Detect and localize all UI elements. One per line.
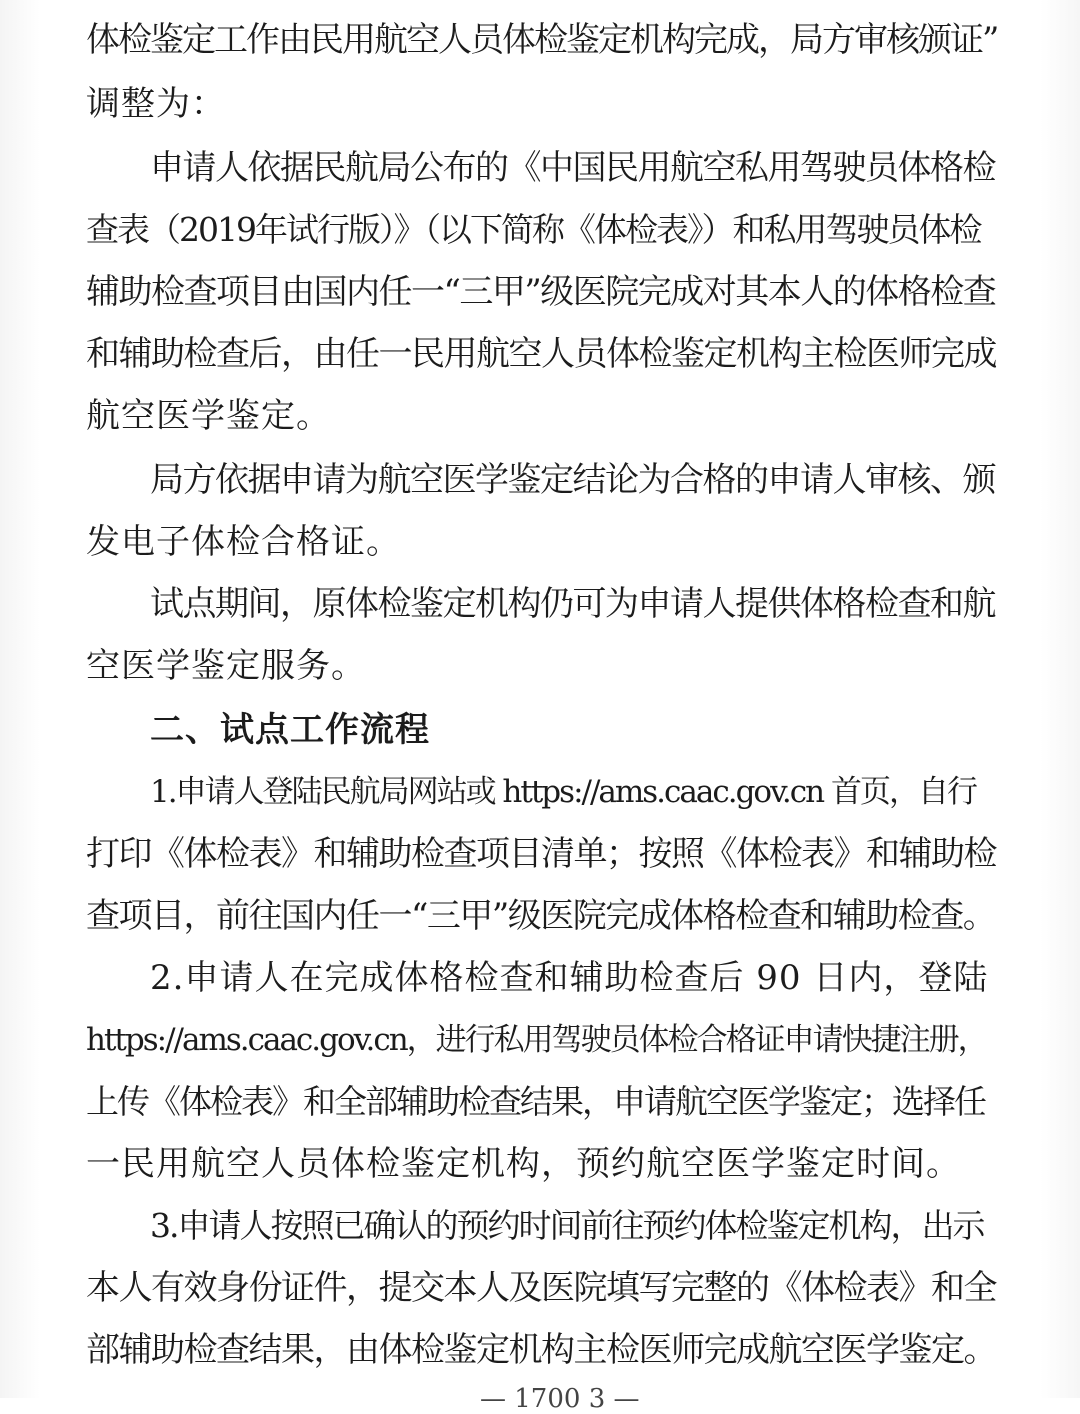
- paragraph-line: 发电子体检合格证。: [86, 522, 401, 562]
- paragraph-line: 体检鉴定工作由民用航空人员体检鉴定机构完成，局方审核颁证”: [86, 20, 998, 60]
- paragraph-line: 查表（2019年试行版）》（以下简称《体检表》）和私用驾驶员体检: [86, 210, 981, 249]
- paragraph-line: 1.申请人登陆民航局网站或 https://ams.caac.gov.cn 首页，自行: [150, 774, 976, 810]
- paragraph-line: 局方依据申请为航空医学鉴定结论为合格的申请人审核、颁: [150, 460, 995, 500]
- paragraph-line: 辅助检查项目由国内任一“三甲”级医院完成对其本人的体格检查: [86, 272, 996, 312]
- paragraph-line: 试点期间，原体检鉴定机构仍可为申请人提供体格检查和航: [150, 584, 995, 624]
- paragraph-line: 上传《体检表》和全部辅助检查结果，申请航空医学鉴定；选择任: [86, 1082, 985, 1121]
- paragraph-line: 部辅助检查结果，由体检鉴定机构主检医师完成航空医学鉴定。: [86, 1330, 996, 1370]
- section-heading: 二、试点工作流程: [150, 710, 430, 750]
- paragraph-line: 一民用航空人员体检鉴定机构，预约航空医学鉴定时间。: [86, 1144, 961, 1184]
- paragraph-line: 和辅助检查后，由任一民用航空人员体检鉴定机构主检医师完成: [86, 334, 996, 374]
- paragraph-line: 调整为：: [86, 84, 226, 124]
- page-number: — 1700 3 —: [480, 1384, 640, 1414]
- paragraph-line: 2.申请人在完成体格检查和辅助检查后 90 日内，登陆: [150, 958, 989, 998]
- paragraph-line: 3.申请人按照已确认的预约时间前往预约体检鉴定机构，出示: [150, 1206, 984, 1245]
- paragraph-line: 本人有效身份证件，提交本人及医院填写完整的《体检表》和全: [86, 1268, 996, 1308]
- paragraph-line: 申请人依据民航局公布的《中国民用航空私用驾驶员体格检: [150, 148, 995, 188]
- paragraph-line: https://ams.caac.gov.cn，进行私用驾驶员体检合格证申请快捷注册，: [86, 1022, 987, 1058]
- paragraph-line: 空医学鉴定服务。: [86, 646, 366, 686]
- paragraph-line: 航空医学鉴定。: [86, 396, 331, 436]
- paragraph-line: 查项目，前往国内任一“三甲”级医院完成体格检查和辅助检查。: [86, 896, 996, 936]
- paragraph-line: 打印《体检表》和辅助检查项目清单；按照《体检表》和辅助检: [86, 834, 996, 874]
